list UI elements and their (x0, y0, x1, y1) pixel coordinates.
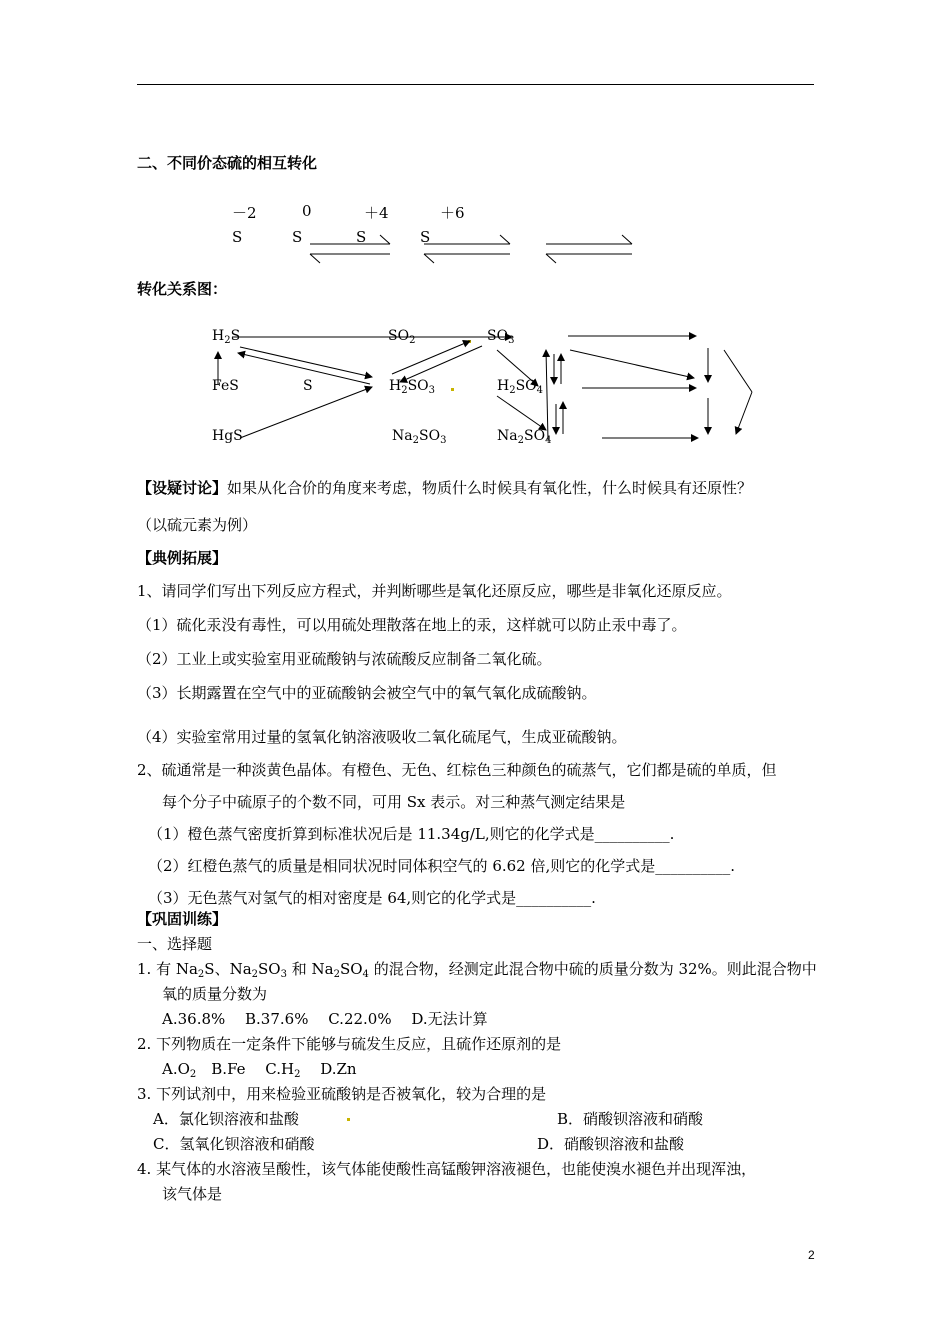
species-s-1: S (232, 228, 243, 246)
header-rule (137, 84, 814, 85)
practice-q3-option-a: A．氯化钡溶液和盐酸 (153, 1110, 299, 1128)
species-s-3: S (356, 228, 367, 246)
species-h2s: $H_2S$ (212, 328, 241, 346)
example-q2-line2: 每个分子中硫原子的个数不同，可用 Sx 表示。对三种蒸气测定结果是 (162, 793, 626, 811)
practice-q3-option-d: D．硝酸钡溶液和盐酸 (537, 1135, 685, 1153)
valence-plus4: ＋4 (364, 204, 389, 222)
species-hgs: HgS (212, 428, 243, 444)
valence-0: 0 (302, 202, 312, 220)
discussion-note: （以硫元素为例） (137, 516, 258, 534)
discussion-heading: 【设疑讨论】 (137, 479, 228, 497)
practice-q4-line1: 4. 某气体的水溶液呈酸性，该气体能使酸性高锰酸钾溶液褪色，也能使溴水褪色并出现浑浊， (137, 1160, 757, 1178)
practice-q3-line: 3. 下列试剂中，用来检验亚硫酸钠是否被氧化，较为合理的是 (137, 1085, 547, 1103)
practice-q1-line1: 1. 有 $Na_2S$、$Na_2SO_3$ 和 $Na_2SO_4$ 的混合物，经测定此混合物中硫的质量分数为 32%。则此混合物中 (137, 960, 817, 980)
practice-q4-line2: 该气体是 (162, 1185, 223, 1203)
species-so3: $SO_3$ (487, 328, 515, 346)
example-q2-item-1: （1）橙色蒸气密度折算到标准状况后是 11.34g/L,则它的化学式是__________. (148, 825, 675, 843)
example-q1: 1、请同学们写出下列反应方程式，并判断哪些是氧化还原反应，哪些是非氧化还原反应。 (137, 582, 732, 600)
species-s: S (303, 378, 313, 394)
stray-mark (451, 388, 454, 391)
practice-q1-options: A.36.8% B.37.6% C.22.0% D.无法计算 (162, 1010, 488, 1028)
example-q2-item-2: （2）红橙色蒸气的质量是相同状况时同体积空气的 6.62 倍,则它的化学式是__________. (148, 857, 736, 875)
practice-q2-options: $A.O_2$ B.Fe $C.H_2$ D.Zn (162, 1060, 357, 1080)
practice-q3-option-c: C．氢氧化钡溶液和硝酸 (153, 1135, 315, 1153)
practice-subheading: 一、选择题 (137, 935, 213, 953)
practice-q2-line: 2. 下列物质在一定条件下能够与硫发生反应，且硫作还原剂的是 (137, 1035, 562, 1053)
example-q2-item-3: （3）无色蒸气对氢气的相对密度是 64,则它的化学式是__________. (148, 889, 596, 907)
discussion-line (137, 477, 752, 498)
stray-mark (347, 1118, 350, 1121)
species-fes: FeS (212, 378, 239, 394)
species-so2: $SO_2$ (388, 328, 416, 346)
practice-heading: 【巩固训练】 (137, 910, 228, 928)
species-h2so3: $H_2SO_3$ (389, 378, 436, 396)
species-s-4: S (420, 228, 431, 246)
discussion-text: 如果从化合价的角度来考虑，物质什么时候具有氧化性，什么时候具有还原性？ (227, 479, 753, 497)
example-q1-item-4: （4）实验室常用过量的氢氧化钠溶液吸收二氧化硫尾气，生成亚硫酸钠。 (137, 728, 627, 746)
valence-minus2: －2 (232, 204, 257, 222)
practice-q1-line2: 氧的质量分数为 (162, 985, 268, 1003)
species-na2so4: $Na_2SO_4$ (497, 428, 552, 446)
example-q2-line1: 2、硫通常是一种淡黄色晶体。有橙色、无色、红棕色三种颜色的硫蒸气，它们都是硫的单质，但 (137, 761, 777, 779)
stray-mark (468, 340, 471, 343)
example-q1-item-2: （2）工业上或实验室用亚硫酸钠与浓硫酸反应制备二氧化硫。 (137, 650, 552, 668)
page-number: 2 (808, 1248, 815, 1262)
species-h2so4: $H_2SO_4$ (497, 378, 544, 396)
examples-heading: 【典例拓展】 (137, 549, 228, 567)
practice-q3-option-b: B．硝酸钡溶液和硝酸 (557, 1110, 704, 1128)
example-q1-item-1: （1）硫化汞没有毒性，可以用硫处理散落在地上的汞，这样就可以防止汞中毒了。 (137, 616, 687, 634)
section-title: 二、不同价态硫的相互转化 (137, 154, 318, 172)
valence-plus6: ＋6 (440, 204, 465, 222)
example-q1-item-3: （3）长期露置在空气中的亚硫酸钠会被空气中的氧气氧化成硫酸钠。 (137, 684, 597, 702)
diagram-title: 转化关系图： (137, 280, 228, 298)
species-s-2: S (292, 228, 303, 246)
species-na2so3: $Na_2SO_3$ (392, 428, 447, 446)
